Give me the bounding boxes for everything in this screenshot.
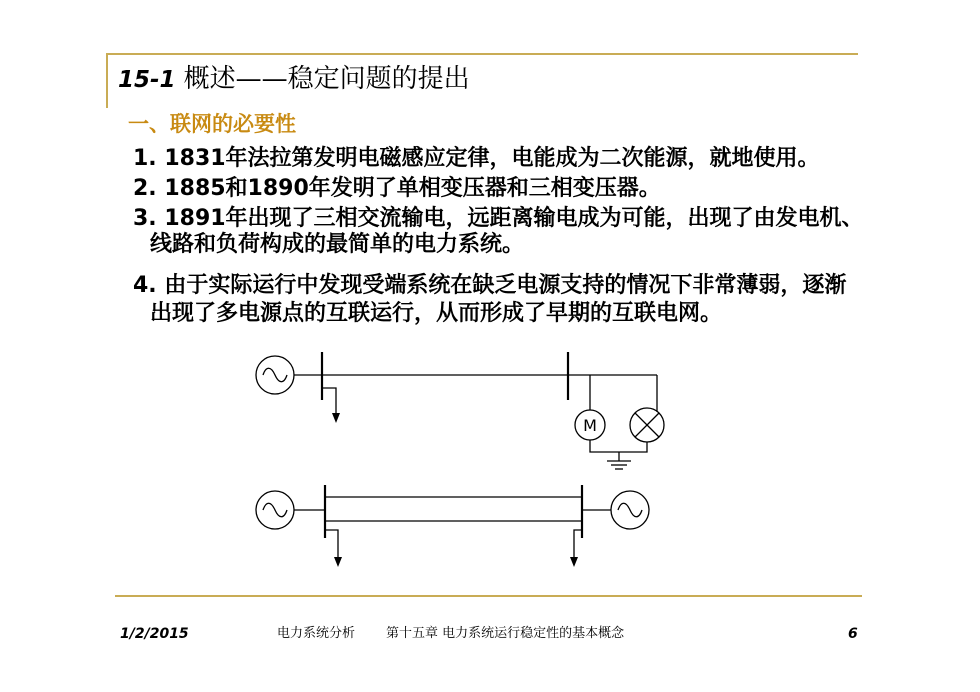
- title-number: 15-1: [118, 67, 176, 93]
- list-item: 2. 1885和1890年发明了单相变压器和三相变压器。: [133, 176, 661, 201]
- footer-date: 1/2/2015: [120, 626, 189, 642]
- footer-rule: [115, 595, 862, 597]
- list-item: 1. 1831年法拉第发明电磁感应定律，电能成为二次能源，就地使用。: [133, 146, 820, 171]
- motor-icon: [575, 410, 605, 440]
- footer-chapter: 第十五章 电力系统运行稳定性的基本概念: [386, 626, 625, 641]
- list-item-continuation: 出现了多电源点的互联运行，从而形成了早期的互联电网。: [150, 301, 723, 326]
- generator-icon: [256, 356, 294, 394]
- ground-icon: [607, 452, 631, 469]
- footer-course: 电力系统分析: [277, 626, 356, 641]
- generator-icon: [611, 491, 649, 529]
- list-item: 3. 1891年出现了三相交流输电，远距离输电成为可能，出现了由发电机、: [133, 206, 864, 231]
- load-arrow-icon: [325, 530, 342, 567]
- lamp-icon: [630, 408, 664, 442]
- list-item-continuation: 线路和负荷构成的最简单的电力系统。: [150, 232, 525, 257]
- motor-label: M: [583, 416, 597, 435]
- load-arrow-icon: [322, 388, 340, 423]
- section-heading: 一、联网的必要性: [128, 112, 296, 136]
- generator-icon: [256, 491, 294, 529]
- radial-system-diagram: [256, 352, 664, 469]
- page-number: 6: [848, 626, 858, 642]
- ground-connection: [590, 440, 647, 452]
- load-arrow-icon: [570, 530, 582, 567]
- list-item: 4. 由于实际运行中发现受端系统在缺乏电源支持的情况下非常薄弱，逐渐: [133, 273, 847, 298]
- interconnected-system-diagram: [256, 485, 649, 567]
- title-text: 概述——稳定问题的提出: [183, 64, 470, 94]
